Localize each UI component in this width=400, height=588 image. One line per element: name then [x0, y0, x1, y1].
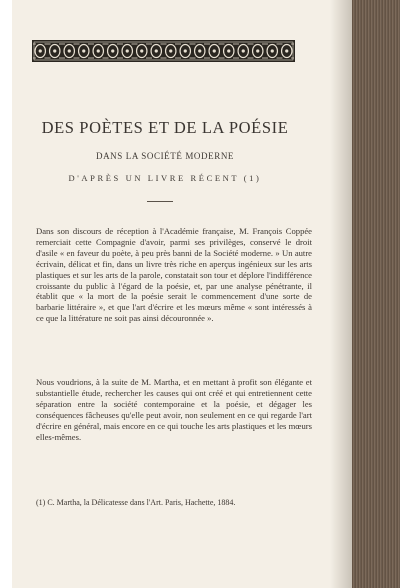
ornament-pattern-icon — [33, 41, 294, 61]
paragraph-text: Dans son discours de réception à l'Académie française, M. François Coppée remerciait cette Compagnie d'avoir, parmi ses privilèges, conservé le droit d'asile « en faveur du poète, à peu près banni de la Société moderne. » Un autre écrivain, délicat et fin, dans un livre très riche en aperçus ingénieux sur les arts plastiques et sur les arts de la parole, constatait son tour et déplore l'indifférence croissante du public à l'égard de la poésie, et, par une analyse pénétrante, il établit que « la mort de la poésie serait le commencement d'une sorte de barbarie littéraire », et que l'art d'écrire et les mœurs même « sont intéressés à ce que la littérature ne soit pas ainsi découronnée ». — [36, 226, 312, 324]
book-fore-edge — [352, 0, 400, 588]
article-subtitle: DANS LA SOCIÉTÉ MODERNE — [95, 151, 235, 161]
article-source-line: D'APRÈS UN LIVRE RÉCENT (1) — [68, 173, 262, 183]
article-title: DES POÈTES ET DE LA POÉSIE — [41, 118, 289, 137]
page-gutter-shadow — [330, 0, 354, 588]
ornamental-header-band — [32, 40, 295, 62]
title-divider — [147, 201, 173, 202]
paragraph-text: Nous voudrions, à la suite de M. Martha, et en mettant à profit son élégante et substantielle étude, rechercher les causes qui ont créé et qui entretiennent cette séparation entre la société contemporaine et la poésie, et dégager les conséquences fâcheuses qu'elle peut avoir, non seulement en ce qui regarde l'art d'écrire en général, mais encore en ce qui touche les arts plastiques et les mœurs elles-mêmes. — [36, 377, 312, 442]
footnote: (1) C. Martha, la Délicatesse dans l'Art. Paris, Hachette, 1884. — [36, 498, 236, 507]
body-paragraph-1 — [36, 226, 312, 324]
page-margin-strip — [0, 0, 12, 588]
body-paragraph-2 — [36, 377, 312, 442]
